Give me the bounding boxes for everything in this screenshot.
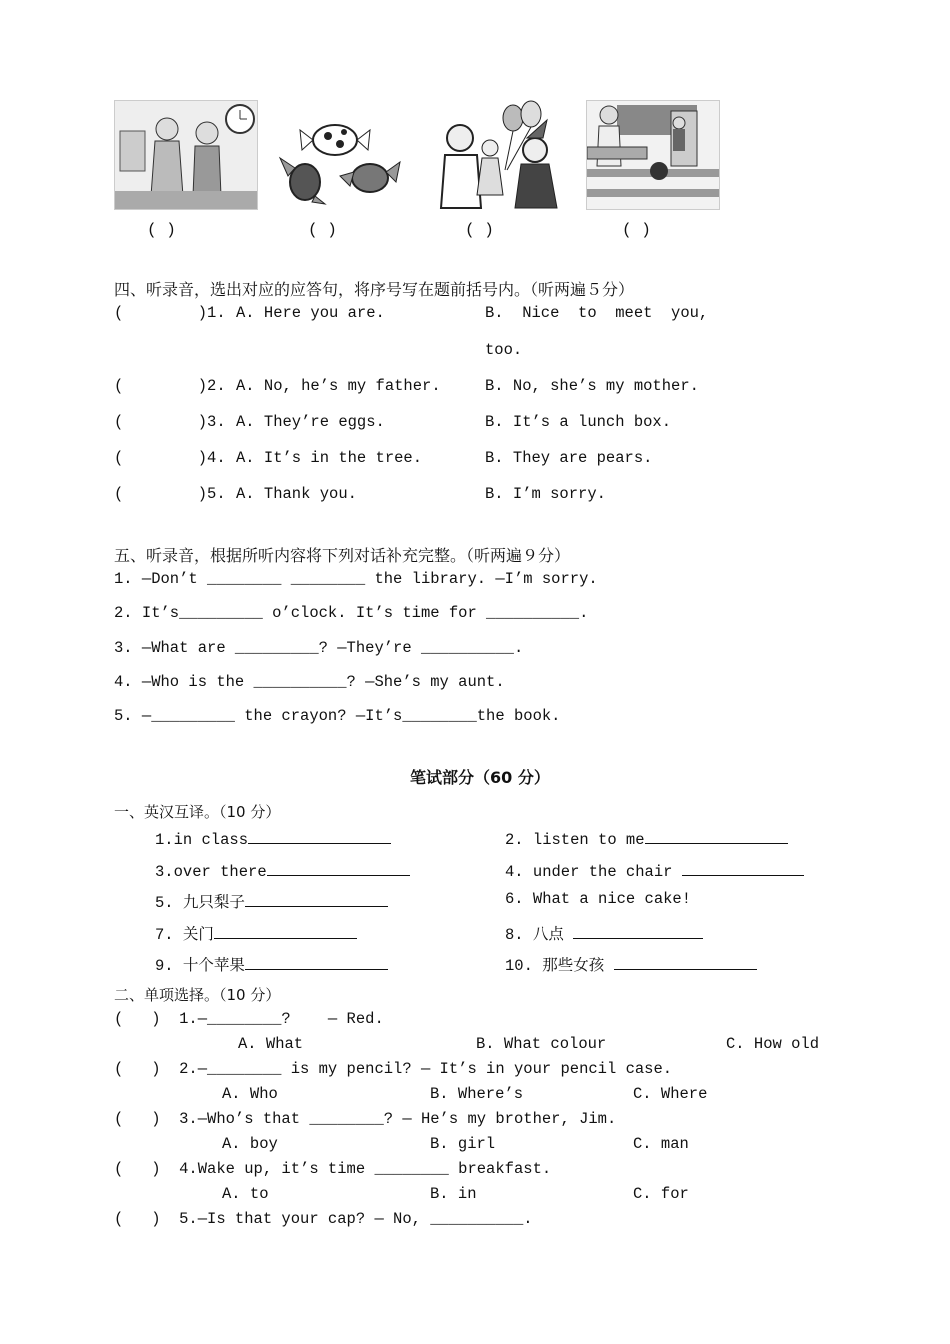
option-a: A. Thank you. (236, 485, 357, 503)
part2-title: 二、单项选择。（10 分） (114, 986, 281, 1004)
birthday-doll-picture (435, 100, 563, 210)
candies-picture (270, 110, 402, 205)
section4-title: 四、听录音，选出对应的应答句，将序号写在题前括号内。（听两遍５分） (114, 280, 635, 299)
translate-item: 8. 八点 (505, 922, 703, 944)
choice-option[interactable]: B. girl (430, 1135, 496, 1153)
choice-option[interactable]: C. for (633, 1185, 689, 1203)
answer-line[interactable] (245, 953, 388, 970)
answer-line[interactable] (614, 953, 757, 970)
choice-question[interactable]: ( ) 2.—________ is my pencil? — It’s in your pencil case. (114, 1060, 673, 1078)
fill-blank-line[interactable]: 3. —What are _________? —They’re __________. (114, 639, 524, 657)
answer-line[interactable] (267, 859, 410, 876)
choice-question[interactable]: ( ) 4.Wake up, it’s time ________ breakfast. (114, 1160, 552, 1178)
question-number[interactable]: ( )1. (114, 304, 226, 322)
option-b: B. They are pears. (485, 449, 653, 467)
classroom-greeting-picture (114, 100, 258, 210)
option-a: A. No, he’s my father. (236, 377, 441, 395)
picture-answer-paren[interactable]: ( ) (465, 221, 494, 239)
choice-question[interactable]: ( ) 5.—Is that your cap? — No, __________. (114, 1210, 533, 1228)
translate-item: 7. 关门 (155, 922, 357, 944)
option-a: A. Here you are. (236, 304, 385, 322)
translate-item: 2. listen to me (505, 827, 788, 849)
option-b-continued: too. (485, 341, 523, 359)
answer-line[interactable] (248, 827, 391, 844)
option-b: B. I’m sorry. (485, 485, 606, 503)
teacher-classroom-picture (586, 100, 720, 210)
choice-option[interactable]: C. Where (633, 1085, 708, 1103)
translate-item: 9. 十个苹果 (155, 953, 388, 975)
choice-option[interactable]: C. How old (726, 1035, 820, 1053)
answer-line[interactable] (245, 890, 388, 907)
answer-line[interactable] (214, 922, 357, 939)
translate-item: 1.in class (155, 827, 391, 849)
answer-line[interactable] (645, 827, 788, 844)
fill-blank-line[interactable]: 2. It’s_________ o’clock. It’s time for __________. (114, 604, 589, 622)
picture-answer-paren[interactable]: ( ) (308, 221, 337, 239)
choice-option[interactable]: B. in (430, 1185, 477, 1203)
option-b: B. It’s a lunch box. (485, 413, 672, 431)
option-a: A. They’re eggs. (236, 413, 385, 431)
written-part-title: 笔试部分（60 分） (410, 768, 550, 787)
choice-option[interactable]: A. Who (222, 1085, 278, 1103)
question-number[interactable]: ( )5. (114, 485, 226, 503)
translate-item: 4. under the chair (505, 859, 804, 881)
translate-item: 6. What a nice cake! (505, 890, 692, 908)
choice-option[interactable]: A. boy (222, 1135, 278, 1153)
translate-item: 10. 那些女孩 (505, 953, 757, 975)
picture-answer-paren[interactable]: ( ) (622, 221, 651, 239)
option-b: B. No, she’s my mother. (485, 377, 699, 395)
translate-item: 3.over there (155, 859, 410, 881)
choice-option[interactable]: B. What colour (476, 1035, 607, 1053)
choice-question[interactable]: ( ) 3.—Who’s that ________? — He’s my brother, Jim. (114, 1110, 617, 1128)
fill-blank-line[interactable]: 1. —Don’t ________ ________ the library. —I’m sorry. (114, 570, 598, 588)
fill-blank-line[interactable]: 5. —_________ the crayon? —It’s________the book. (114, 707, 561, 725)
fill-blank-line[interactable]: 4. —Who is the __________? —She’s my aunt. (114, 673, 505, 691)
choice-option[interactable]: A. to (222, 1185, 269, 1203)
answer-line[interactable] (682, 859, 804, 876)
part1-title: 一、英汉互译。（10 分） (114, 803, 281, 821)
section5-title: 五、听录音，根据所听内容将下列对话补充完整。（听两遍９分） (114, 546, 571, 565)
choice-option[interactable]: C. man (633, 1135, 689, 1153)
option-a: A. It’s in the tree. (236, 449, 423, 467)
choice-question[interactable]: ( ) 1.—________? — Red. (114, 1010, 384, 1028)
picture-answer-paren[interactable]: ( ) (147, 221, 176, 239)
question-number[interactable]: ( )4. (114, 449, 226, 467)
choice-option[interactable]: B. Where’s (430, 1085, 524, 1103)
translate-item: 5. 九只梨子 (155, 890, 388, 912)
question-number[interactable]: ( )2. (114, 377, 226, 395)
answer-line[interactable] (573, 922, 703, 939)
question-number[interactable]: ( )3. (114, 413, 226, 431)
option-b: B. Nice to meet you, (485, 304, 709, 322)
choice-option[interactable]: A. What (238, 1035, 304, 1053)
